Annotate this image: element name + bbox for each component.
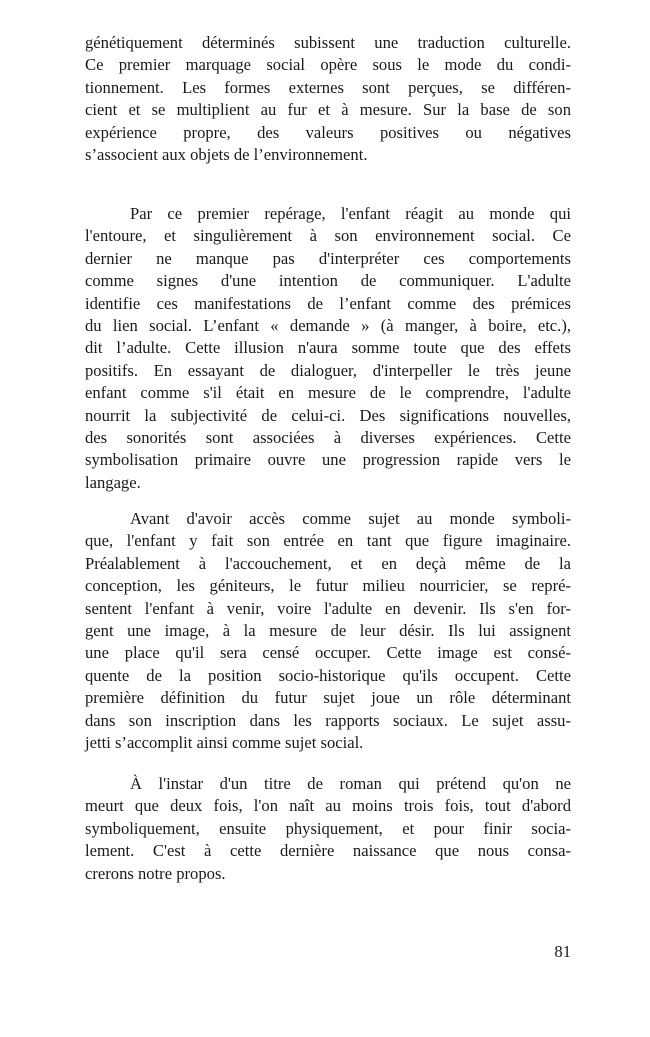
text-line: enfant comme s'il était en mesure de le comprendre, l'adulte — [85, 383, 571, 403]
text-line: À l'instar d'un titre de roman qui prétend qu'on ne — [130, 774, 571, 793]
text-line: Avant d'avoir accès comme sujet au monde symboli- — [130, 509, 571, 528]
paragraph-2 — [85, 203, 571, 494]
text-line: lement. C'est à cette dernière naissance que nous consa- — [85, 841, 571, 861]
text-line: des sonorités sont associées à diverses expériences. Cette — [85, 427, 571, 447]
text-line: gent une image, à la mesure de leur désir. Ils lui assignent — [85, 620, 571, 640]
text-line: expérience propre, des valeurs positives ou négatives — [85, 122, 571, 142]
text-line: jetti s’accomplit ainsi comme sujet social. — [85, 732, 364, 752]
text-line: Par ce premier repérage, l'enfant réagit au monde qui — [130, 204, 571, 223]
text-line: crerons notre propos. — [85, 863, 226, 883]
text-line: génétiquement déterminés subissent une traduction culturelle. — [85, 33, 571, 52]
text-line: langage. — [85, 472, 141, 492]
paragraph-4 — [85, 773, 571, 885]
text-line: dans son inscription dans les rapports sociaux. Le sujet assu- — [85, 710, 571, 730]
text-line: sentent l'enfant à venir, voire l'adulte en devenir. Ils s'en for- — [85, 598, 571, 618]
text-line: conception, les géniteurs, le futur milieu nourricier, se repré- — [85, 576, 571, 596]
page-number: 81 — [554, 942, 571, 961]
text-line: dernier ne manque pas d'interpréter ces comportements — [85, 248, 571, 268]
text-line: une place qu'il sera censé occuper. Cette image est consé- — [85, 643, 571, 663]
text-line: quente de la position socio-historique qu'ils occupent. Cette — [85, 665, 571, 685]
text-line: symboliquement, ensuite physiquement, et pour finir socia- — [85, 818, 571, 838]
paragraph-3 — [85, 508, 571, 754]
text-line: Préalablement à l'accouchement, et en deçà même de la — [85, 553, 571, 573]
text-line: comme signes d'une intention de communiquer. L'adulte — [85, 271, 571, 291]
text-line: l'entoure, et singulièrement à son environnement social. Ce — [85, 226, 571, 246]
text-line: s’associent aux objets de l’environnement. — [85, 144, 368, 164]
text-line: symbolisation primaire ouvre une progression rapide vers le — [85, 450, 571, 470]
text-line: que, l'enfant y fait son entrée en tant que figure imaginaire. — [85, 531, 571, 551]
text-line: meurt que deux fois, l'on naît au moins trois fois, tout d'abord — [85, 796, 571, 816]
text-line: première définition du futur sujet joue un rôle déterminant — [85, 688, 571, 708]
text-line: Ce premier marquage social opère sous le mode du condi- — [85, 55, 571, 75]
text-line: tionnement. Les formes externes sont perçues, se différen- — [85, 77, 571, 97]
paragraph-1 — [85, 32, 571, 166]
text-line: nourrit la subjectivité de celui-ci. Des significations nouvelles, — [85, 405, 571, 425]
text-line: cient et se multiplient au fur et à mesure. Sur la base de son — [85, 100, 571, 120]
text-line: identifie ces manifestations de l’enfant comme des prémices — [85, 293, 571, 313]
text-line: du lien social. L’enfant « demande » (à manger, à boire, etc.), — [85, 315, 571, 335]
text-line: positifs. En essayant de dialoguer, d'interpeller le très jeune — [85, 360, 571, 380]
text-line: dit l’adulte. Cette illusion n'aura somme toute que des effets — [85, 338, 571, 358]
